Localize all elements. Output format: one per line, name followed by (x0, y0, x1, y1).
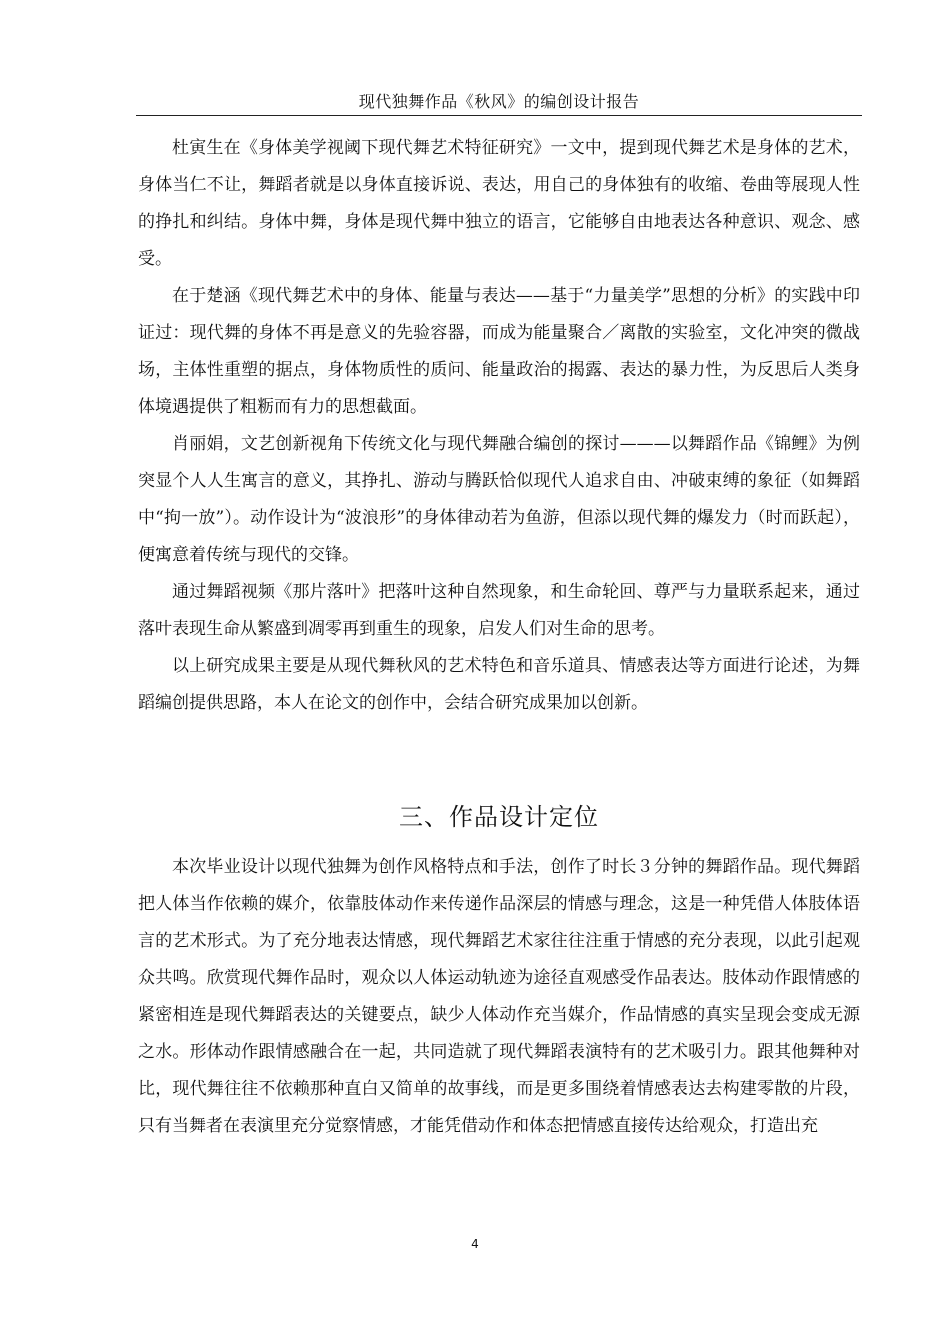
running-header: 现代独舞作品《秋风》的编创设计报告 (358, 92, 640, 111)
paragraph-xiao-lijuan: 肖丽娟，文艺创新视角下传统文化与现代舞融合编创的探讨———以舞蹈作品《锦鲤》为例突显个人人生寓言的意义，其挣扎、游动与腾跃恰似现代人追求自由、冲破束缚的象征（如舞蹈中“拘一放”）。动作设计为“波浪形”的身体律动若为鱼游，但添以现代舞的爆发力（时而跃起），便寓意着传统与现代的交锋。 (138, 434, 860, 565)
section-body (138, 849, 860, 1145)
literature-review-body (138, 130, 860, 722)
paragraph-du-yinsheng: 杜寅生在《身体美学视阈下现代舞艺术特征研究》一文中，提到现代舞艺术是身体的艺术，身体当仁不让，舞蹈者就是以身体直接诉说、表达，用自己的身体独有的收缩、卷曲等展现人性的挣扎和纠结。身体中舞，身体是现代舞中独立的语言，它能够自由地表达各种意识、观念、感受。 (138, 138, 860, 269)
paragraph-design-positioning: 本次毕业设计以现代独舞为创作风格特点和手法，创作了时长３分钟的舞蹈作品。现代舞蹈把人体当作依赖的媒介，依靠肢体动作来传递作品深层的情感与理念，这是一种凭借人体肢体语言的艺术形式。为了充分地表达情感，现代舞蹈艺术家往往注重于情感的充分表现，以此引起观众共鸣。欣赏现代舞作品时，观众以人体运动轨迹为途径直观感受作品表达。肢体动作跟情感的紧密相连是现代舞蹈表达的关键要点，缺少人体动作充当媒介，作品情感的真实呈现会变成无源之水。形体动作跟情感融合在一起，共同造就了现代舞蹈表演特有的艺术吸引力。跟其他舞种对比，现代舞往往不依赖那种直白又简单的故事线，而是更多围绕着情感表达去构建零散的片段，只有当舞者在表演里充分觉察情感，才能凭借动作和体态把情感直接传达给观众，打造出充 (138, 857, 860, 1136)
paragraph-falling-leaf: 通过舞蹈视频《那片落叶》把落叶这种自然现象，和生命轮回、尊严与力量联系起来，通过落叶表现生命从繁盛到凋零再到重生的现象，启发人们对生命的思考。 (138, 582, 860, 639)
section-heading: 三、作品设计定位 (399, 803, 599, 831)
paragraph-yu-chuhan: 在于楚涵《现代舞艺术中的身体、能量与表达——基于“力量美学”思想的分析》的实践中印证过：现代舞的身体不再是意义的先验容器，而成为能量聚合／离散的实验室，文化冲突的微战场，主体性重塑的据点，身体物质性的质问、能量政治的揭露、表达的暴力性，为反思后人类身体境遇提供了粗粝而有力的思想截面。 (138, 286, 860, 417)
header-rule (136, 115, 862, 116)
page-number: 4 (471, 1237, 479, 1251)
paragraph-summary: 以上研究成果主要是从现代舞秋风的艺术特色和音乐道具、情感表达等方面进行论述，为舞蹈编创提供思路，本人在论文的创作中，会结合研究成果加以创新。 (138, 656, 860, 713)
